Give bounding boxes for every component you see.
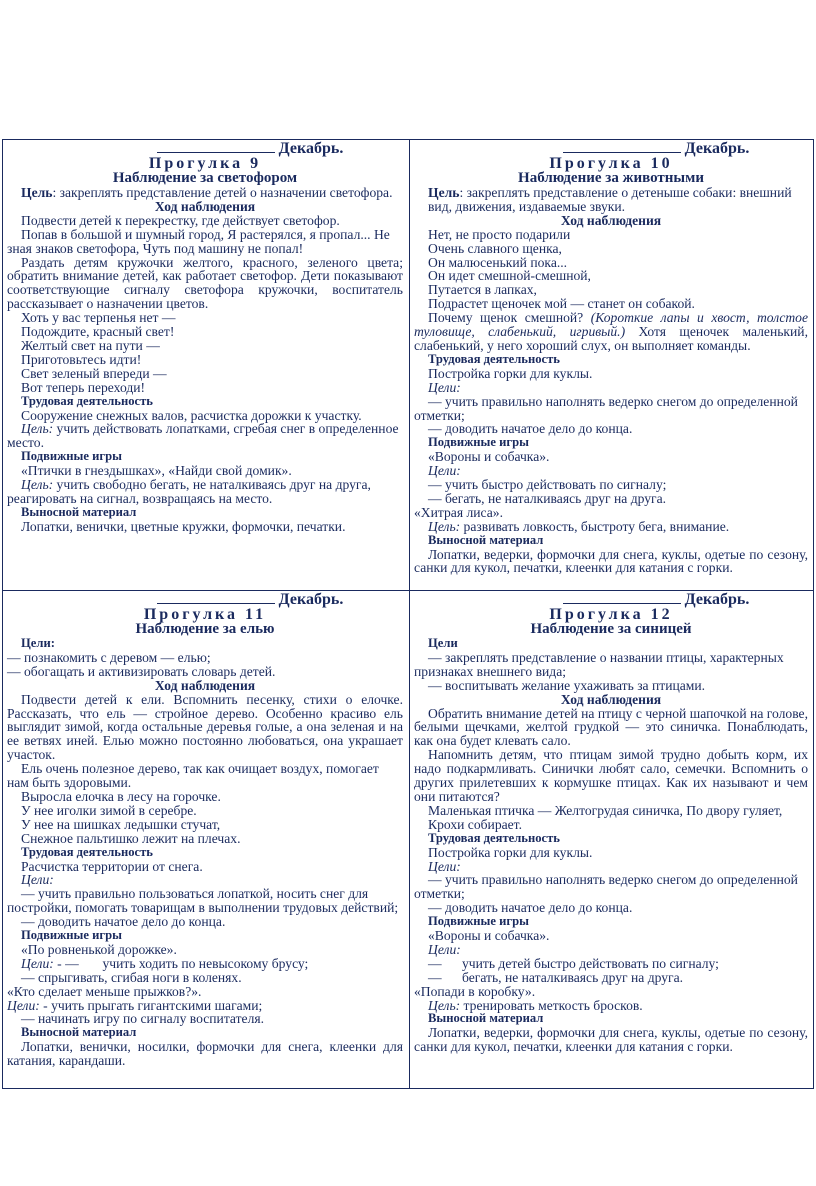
- labor-title: Трудовая деятельность: [428, 830, 560, 845]
- goal-text: Цель: закреплять представление детей о назначении светофора.: [21, 185, 393, 200]
- card-month: Декабрь.: [7, 591, 403, 607]
- card-month: Декабрь.: [414, 591, 808, 607]
- material-text: Лопатки, венички, носилки, формочки для снега, клеенки для катания, карандаши.: [7, 1039, 403, 1069]
- paragraph: Почему щенок смешной? (Короткие лапы и хвост, толстое туловище, слабенький, игривый.) Хотя щеночек маленький, слабенький, у него хороший слух, он выполняет команды.: [414, 310, 809, 353]
- game-goal: — учить быстро действовать по сигналу;: [428, 477, 667, 493]
- goals-label: Цели:: [428, 463, 461, 479]
- goal-text: Цель: закреплять представление о детеныше собаки: внешний вид, движения, издаваемые звуки.: [428, 185, 792, 214]
- material-text: Лопатки, ведерки, формочки для снега, куклы, одетые по сезону, санки для кукол, печатки, клеенки для катания с горки.: [414, 1025, 808, 1055]
- paragraph: Раздать детям кружочки желтого, красного, зеленого цвета; обратить внимание детей, как работает светофор. Дети показывают соответствующие сигналу светофора кружочки, воспитатель рассказывает о назначении цветов.: [7, 254, 403, 312]
- labor-goal: — доводить начатое дело до конца.: [21, 914, 226, 930]
- card-walk-title: Прогулка 11: [143, 606, 267, 623]
- labor-goal: — доводить начатое дело до конца.: [428, 900, 633, 916]
- card-walk-12: [410, 591, 814, 1054]
- paragraph: Ель очень полезное дерево, так как очищает воздух, помогает нам быть здоровыми.: [7, 761, 379, 791]
- labor-title: Трудовая деятельность: [21, 844, 153, 859]
- game-goal: Цели: - — учить ходить по невысокому брусу;: [21, 955, 309, 971]
- poem: Нет, не просто подарили Очень славного щенка, Он малюсенький пока... Он идет смешной-смешной, Путается в лапках, Подрастет щеночек мой — станет он собакой.: [428, 226, 695, 312]
- game-goal: — бегать, не наталкиваясь друг на друга.: [428, 490, 667, 506]
- goals-label: Цели:: [21, 872, 54, 888]
- games-title: Подвижные игры: [21, 449, 122, 464]
- labor-text: Сооружение снежных валов, расчистка дорожки к участку.: [21, 407, 362, 423]
- goals-title: Цели:: [21, 636, 55, 650]
- labor-goal: — учить правильно наполнять ведерко снегом до определенной отметки;: [414, 393, 798, 423]
- material-title: Выносной материал: [428, 532, 544, 547]
- goals-label: Цели:: [428, 941, 461, 957]
- game-name: «Попади в коробку».: [414, 983, 536, 999]
- paragraph: Обратить внимание детей на птицу с черной шапочкой на голове, белыми щечками, желтой грудкой — это синичка. Понаблюдать, как она будет клевать сало.: [414, 705, 808, 749]
- paragraph: Напомнить детям, что птицам зимой трудно добыть корм, их надо подкармливать. Синички любят сало, семечки. Вспомнить о других прилетевших к кормушке птицах. Как их называют и чем они питаются?: [414, 747, 808, 804]
- games-goal: Цель: учить свободно бегать, не наталкиваясь друг на друга, реагировать на сигнал, возвращаясь на место.: [7, 477, 371, 506]
- labor-goal: Цель: учить действовать лопатками, сгребая снег в определенное место.: [7, 421, 399, 451]
- card-observation-title: Наблюдение за животными: [518, 170, 704, 186]
- card-walk-10: [410, 140, 814, 575]
- material-title: Выносной материал: [21, 1025, 137, 1040]
- course-title: Ход наблюдения: [560, 212, 662, 228]
- material-text: Лопатки, венички, цветные кружки, формочки, печатки.: [21, 518, 346, 534]
- course-title: Ход наблюдения: [154, 198, 256, 214]
- goals-label: Цели:: [428, 379, 461, 395]
- card-walk-title: Прогулка 10: [549, 155, 673, 172]
- card-walk-title: Прогулка 12: [549, 606, 673, 623]
- poem: Выросла елочка в лесу на горочке. У нее иголки зимой в серебре. У нее на шишках ледышки стучат, Снежное пальтишко лежит на плечах.: [21, 788, 241, 846]
- goal-item: — закреплять представление о названии птицы, характерных признаках внешнего вида;: [414, 649, 784, 679]
- games-title: Подвижные игры: [428, 435, 529, 450]
- game-name: «По ровненькой дорожке».: [21, 941, 177, 957]
- card-observation-title: Наблюдение за елью: [135, 621, 275, 637]
- game-name: «Вороны и собачка».: [428, 449, 550, 465]
- goals-label: Цели:: [428, 858, 461, 874]
- card-walk-title: Прогулка 9: [148, 155, 262, 172]
- labor-title: Трудовая деятельность: [428, 351, 560, 366]
- game-goal: Цель: тренировать меткость бросков.: [428, 997, 643, 1013]
- cards-grid: [2, 139, 814, 1089]
- card-observation-title: Наблюдение за синицей: [530, 621, 692, 637]
- labor-goal: — учить правильно пользоваться лопаткой, носить снег для постройки, помогать товарищам в выполнении трудовых действий;: [7, 886, 399, 916]
- poem-intro: Попав в большой и шумный город, Я растерялся, я пропал... Не зная знаков светофора, Чуть под машину не попал!: [7, 226, 390, 256]
- games-title: Подвижные игры: [21, 928, 122, 943]
- poem: Хоть у вас терпенья нет — Подождите, красный свет! Желтый свет на пути — Приготовьтесь идти! Свет зеленый впереди — Вот теперь переходи!: [21, 310, 176, 395]
- poem: Маленькая птичка — Желтогрудая синичка, По двору гуляет,: [428, 802, 783, 818]
- goal-item: — обогащать и активизировать словарь детей.: [7, 663, 276, 679]
- card-walk-9: [3, 140, 409, 534]
- game-name: «Кто сделает меньше прыжков?».: [7, 983, 202, 999]
- labor-title: Трудовая деятельность: [21, 393, 153, 408]
- game-goal: — спрыгивать, сгибая ноги в коленях.: [21, 969, 242, 985]
- labor-text: Расчистка территории от снега.: [21, 858, 203, 874]
- labor-text: Постройка горки для куклы.: [428, 844, 593, 860]
- game-goal: — бегать, не наталкиваясь друг на друга.: [428, 969, 684, 985]
- material-title: Выносной материал: [428, 1011, 544, 1026]
- course-title: Ход наблюдения: [560, 691, 662, 707]
- game-goal: Цели: - учить прыгать гигантскими шагами;: [7, 997, 263, 1013]
- labor-goal: — учить правильно наполнять ведерко снегом до определенной отметки;: [414, 872, 798, 902]
- game-goal: — учить детей быстро действовать по сигналу;: [428, 955, 719, 971]
- card-observation-title: Наблюдение за светофором: [112, 170, 298, 186]
- games-title: Подвижные игры: [428, 914, 529, 929]
- paragraph: Подвести детей к перекрестку, где действует светофор.: [21, 212, 340, 228]
- game-goal: Цель: развивать ловкость, быстроту бега, внимание.: [428, 518, 730, 534]
- goal-item: — воспитывать желание ухаживать за птицами.: [428, 677, 706, 693]
- paragraph: Подвести детей к ели. Вспомнить песенку, стихи о елочке. Рассказать, что ель — стройное дерево. Особенно красиво ель выглядит зимой, когда остальные деревья голые, а она зеленая и на ее ветвях иней. Елью можно постоянно любоваться, она украшает участок.: [7, 691, 403, 763]
- labor-goal: — доводить начатое дело до конца.: [428, 421, 633, 437]
- card-month: Декабрь.: [414, 140, 808, 156]
- game-name: «Хитрая лиса».: [414, 504, 503, 520]
- labor-text: Постройка горки для куклы.: [428, 365, 593, 381]
- game-goal: — начинать игру по сигналу воспитателя.: [21, 1011, 265, 1027]
- card-walk-11: [3, 591, 409, 1068]
- goal-item: — познакомить с деревом — елью;: [7, 649, 211, 665]
- material-title: Выносной материал: [21, 504, 137, 519]
- poem: Крохи собирает.: [428, 816, 522, 832]
- course-title: Ход наблюдения: [154, 677, 256, 693]
- card-month: Декабрь.: [7, 140, 403, 156]
- goals-title: Цели: [428, 636, 458, 650]
- material-text: Лопатки, ведерки, формочки для снега, куклы, одетые по сезону, санки для кукол, печатки, клеенки для катания с горки.: [414, 546, 808, 576]
- games-text: «Птички в гнездышках», «Найди свой домик».: [21, 463, 292, 479]
- game-name: «Вороны и собачка».: [428, 928, 550, 944]
